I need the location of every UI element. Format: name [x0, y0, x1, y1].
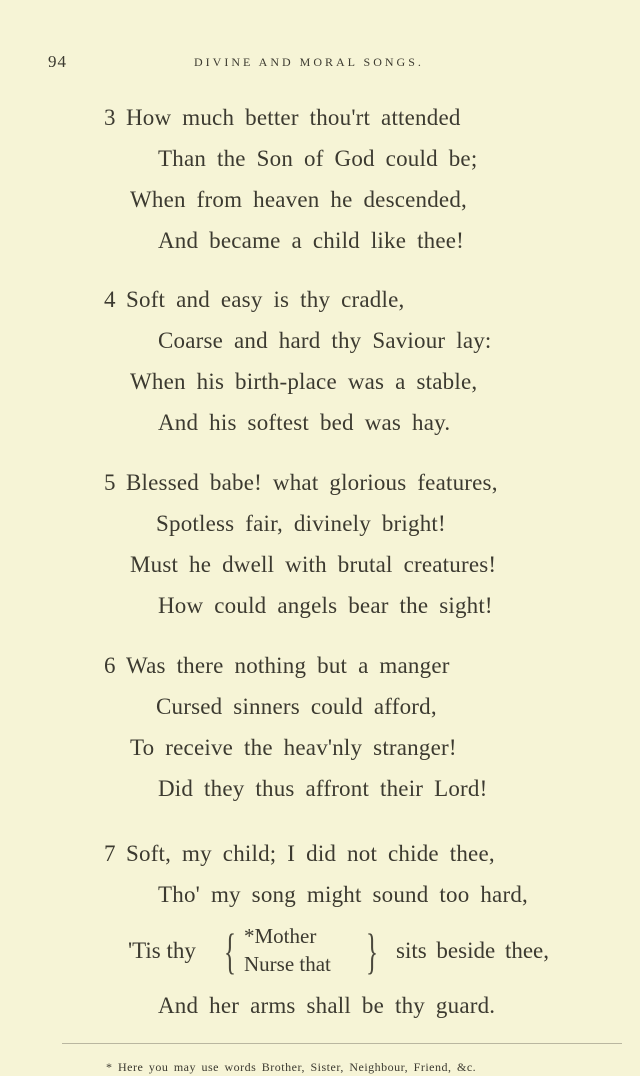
poem-line: Must he dwell with brutal creatures!	[130, 552, 497, 577]
stanza-number: 6	[104, 653, 116, 678]
poem-line: Coarse and hard thy Saviour lay:	[158, 328, 492, 353]
poem-line: 5 Blessed babe! what glorious features,	[104, 470, 498, 495]
page-number: 94	[48, 52, 67, 71]
poem-line: 6 Was there nothing but a manger	[104, 653, 450, 678]
poem-line: When from heaven he descended,	[130, 187, 467, 212]
poem-line: And her arms shall be thy guard.	[158, 993, 496, 1018]
poem-line: Than the Son of God could be;	[158, 146, 478, 171]
brace-choice-line	[128, 924, 588, 984]
right-brace-icon: }	[366, 923, 378, 979]
poem-line: To receive the heav'nly stranger!	[130, 735, 457, 760]
poem-line: 4 Soft and easy is thy cradle,	[104, 287, 405, 312]
poem-line: And became a child like thee!	[158, 228, 465, 253]
poem-line: 7 Soft, my child; I did not chide thee,	[104, 841, 495, 866]
stanza-number: 4	[104, 287, 116, 312]
poem-line: And his softest bed was hay.	[158, 410, 451, 435]
poem-line: When his birth-place was a stable,	[130, 369, 478, 394]
brace-option-nurse: Nurse that	[244, 952, 331, 976]
poem-line: How could angels bear the sight!	[158, 593, 493, 618]
stanza-number: 3	[104, 105, 116, 130]
poem-line: Tho' my song might sound too hard,	[158, 882, 528, 907]
footnote: * Here you may use words Brother, Sister, Neighbour, Friend, &c.	[106, 1060, 477, 1074]
poem-line: Cursed sinners could afford,	[156, 694, 437, 719]
stanza-number: 7	[104, 841, 116, 866]
running-header	[48, 52, 608, 76]
poem-line: Spotless fair, divinely bright!	[156, 511, 446, 536]
left-brace-icon: {	[224, 923, 236, 979]
brace-line-prefix: 'Tis thy	[128, 938, 196, 963]
poem-line: 3 How much better thou'rt attended	[104, 105, 461, 130]
stanza-number: 5	[104, 470, 116, 495]
brace-line-suffix: sits beside thee,	[396, 938, 549, 963]
poem-line: Did they thus affront their Lord!	[158, 776, 488, 801]
brace-option-mother: *Mother	[244, 924, 317, 948]
running-title: DIVINE AND MORAL SONGS.	[194, 55, 424, 69]
footnote-divider	[62, 1043, 622, 1044]
